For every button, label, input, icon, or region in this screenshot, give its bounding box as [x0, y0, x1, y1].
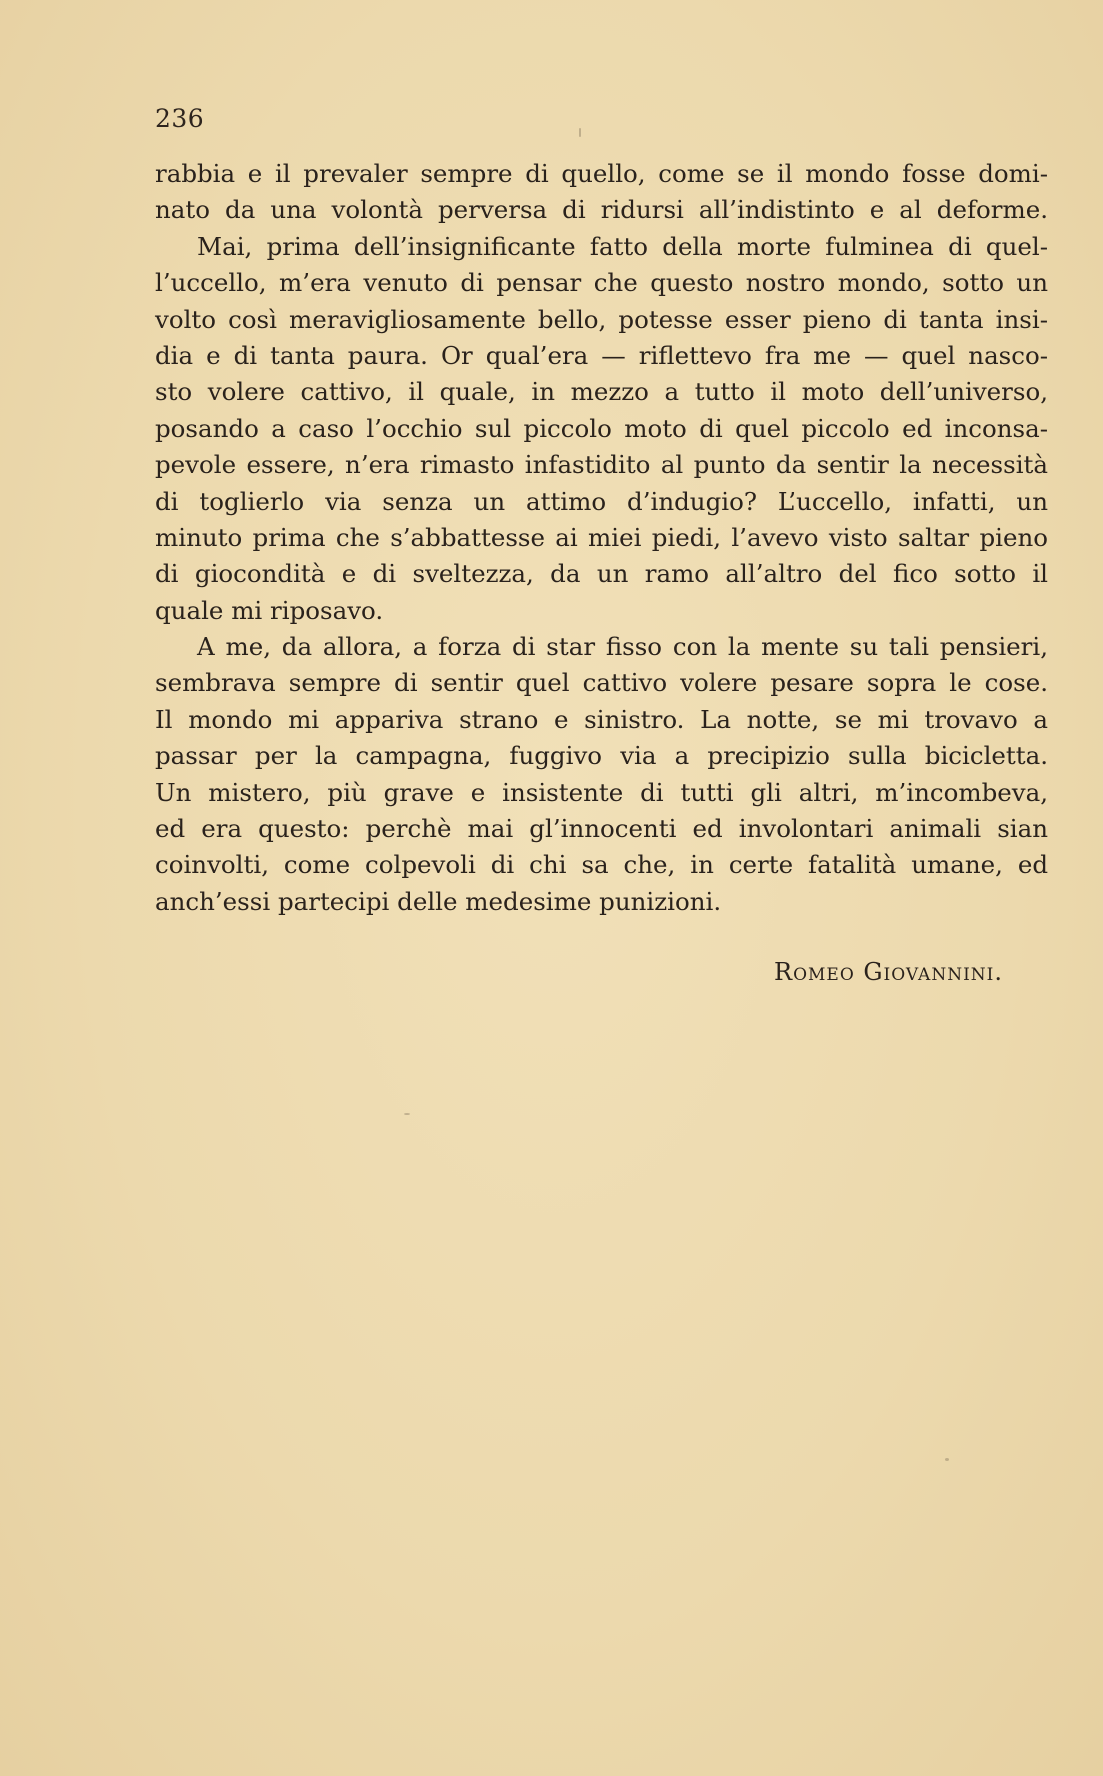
text-line: sembrava sempre di sentir quel cattivo volere pesare sopra le cose. [155, 668, 1048, 698]
text-line: Mai, prima dell’insignificante fatto della morte fulminea di quel- [197, 231, 1048, 261]
text-line: pevole essere, n’era rimasto infastidito al punto da sentir la necessità [155, 450, 1048, 480]
text-line: volto così meravigliosamente bello, potesse esser pieno di tanta insi- [155, 304, 1048, 334]
text-line: ed era questo: perchè mai gl’innocenti ed involontari animali sian [155, 814, 1048, 844]
text-line: Un mistero, più grave e insistente di tutti gli altri, m’incombeva, [155, 777, 1048, 807]
text-line: Il mondo mi appariva strano e sinistro. La notte, se mi trovavo a [155, 704, 1048, 734]
body-text [155, 156, 1048, 920]
text-line: coinvolti, come colpevoli di chi sa che, in certe fatalità umane, ed [155, 850, 1048, 880]
paper-speck [579, 128, 581, 137]
text-line: sto volere cattivo, il quale, in mezzo a tutto il moto dell’universo, [155, 377, 1048, 407]
author-signature: Romeo Giovannini. [774, 958, 1003, 986]
paper-speck [945, 1458, 949, 1461]
text-line: minuto prima che s’abbattesse ai miei piedi, l’avevo visto saltar pieno [155, 522, 1048, 552]
text-line: rabbia e il prevaler sempre di quello, come se il mondo fosse domi- [155, 159, 1048, 188]
text-line: posando a caso l’occhio sul piccolo moto di quel piccolo ed inconsa- [155, 413, 1048, 443]
text-line: nato da una volontà perversa di ridursi all’indistinto e al deforme. [155, 195, 1048, 225]
text-line: anch’essi partecipi delle medesime punizioni. [155, 886, 722, 916]
text-line: dia e di tanta paura. Or qual’era — riflettevo fra me — quel nasco- [155, 340, 1048, 370]
page-number: 236 [155, 104, 205, 133]
text-line: di giocondità e di sveltezza, da un ramo all’altro del fico sotto il [155, 559, 1048, 589]
text-line: l’uccello, m’era venuto di pensar che questo nostro mondo, sotto un [155, 268, 1048, 298]
text-line: A me, da allora, a forza di star fisso con la mente su tali pensieri, [197, 632, 1048, 662]
text-line: quale mi riposavo. [155, 595, 384, 625]
text-line: di toglierlo via senza un attimo d’indugio? L’uccello, infatti, un [155, 486, 1048, 516]
text-line: passar per la campagna, fuggivo via a precipizio sulla bicicletta. [155, 741, 1048, 771]
paper-speck [404, 1113, 410, 1115]
